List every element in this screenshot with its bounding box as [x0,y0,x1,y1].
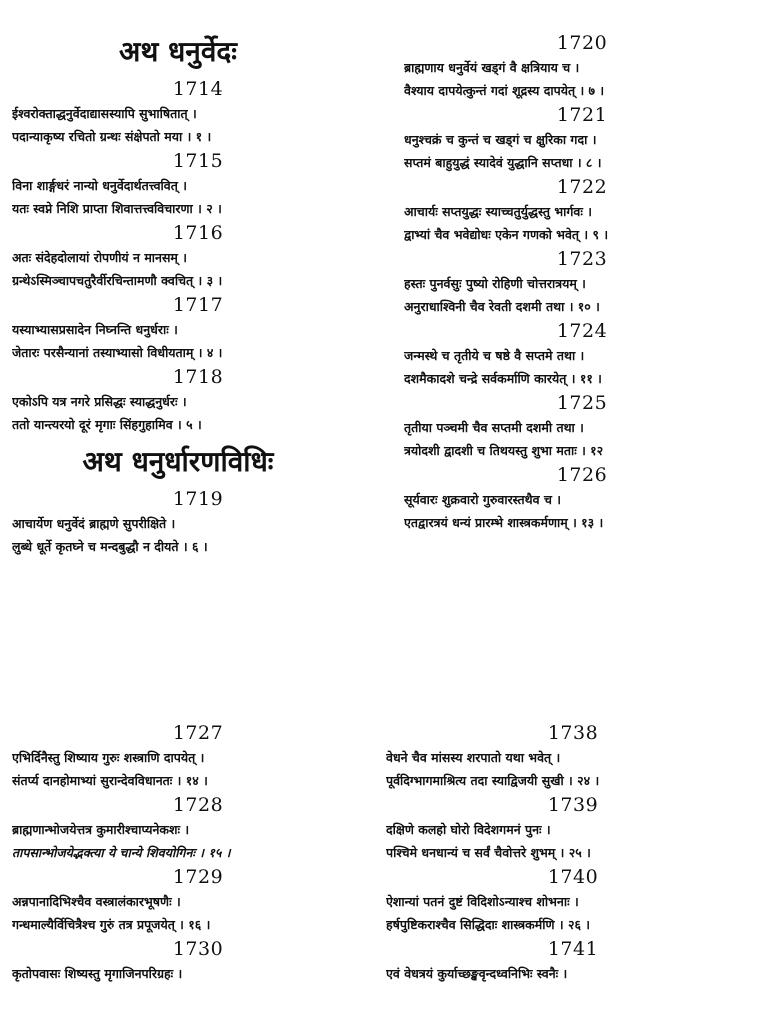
left-column-top [12,32,384,558]
verse-line: दशमैकादशे चन्द्रे सर्वकर्माणि कारयेत् । ११ । [404,371,602,386]
verse-group [386,720,760,985]
verse-line: तापसान्भोजयेद्भक्त्या ये चान्ये शिवयोगिनः । १५ । [12,845,231,860]
verse-line: वैश्याय दापयेत्कुन्तं गदां शूद्रस्य दापयेत् । ७ । [404,83,605,98]
verse-line: सप्तमं बाहुयुद्धं स्यादेवं युद्धानि सप्तधा । ८ । [404,155,602,170]
verse-line: जेतारः परसैन्यानां तस्याभ्यासो विधीयताम् । ४ । [12,345,223,360]
verse-line: त्रयोदशी द्वादशी च तिथयस्तु शुभा मताः । १२ [404,443,604,458]
verse-group [12,486,384,558]
verse-line: सूर्यवारः शुक्रवारो गुरुवारस्तथैव च । [404,492,561,507]
verse-number: 1740 [547,866,599,888]
verse-line: हस्तः पुनर्वसुः पुष्यो रोहिणी चोत्तरात्रयम् । [404,276,586,291]
verse-number: 1717 [172,294,224,316]
verse-line: यस्याभ्यासप्रसादेन निघ्नन्ति धनुर्धराः । [12,322,178,337]
verse-number: 1738 [547,722,599,744]
verse-line: पश्चिमे धनधान्यं च सर्वं चैवोत्तरे शुभम् । २५ । [386,845,591,860]
verse-line: एकोऽपि यत्र नगरे प्रसिद्धः स्याद्धनुर्धरः । [12,394,187,409]
verse-line: ईश्वरोक्ताद्धनुर्वेदाद्यासस्यापि सुभाषितात् । [12,106,197,121]
verse-number: 1714 [172,78,224,100]
verse-group [12,720,384,985]
section-heading-dhanurdharana: अथ धनुर्धारणविधिः [82,445,274,478]
verse-line: एतद्वारत्रयं धन्यं प्रारम्भे शास्त्रकर्मणाम् । १३ । [404,515,604,530]
verse-line: ब्राह्मणान्भोजयेत्तत्र कुमारीश्चाप्यनेकशः । [12,822,190,837]
verse-line: एभिर्दिनैस्तु शिष्याय गुरुः शस्त्राणि दापयेत् । [12,750,205,765]
right-column-top [404,30,760,534]
verse-group [12,76,384,436]
verse-number: 1730 [172,938,224,960]
verse-number: 1718 [172,366,224,388]
verse-line: ततो यान्त्यरयो दूरं मृगाः सिंहगुहामिव । ५ । [12,417,202,432]
verse-line: एवं वेधत्रयं कुर्याच्छङ्खवृन्दध्वनिभिः स्वनैः । [386,966,568,981]
verse-number: 1721 [556,104,608,126]
verse-line: लुब्धे धूर्ते कृतघ्ने च मन्दबुद्धौ न दीयते । ६ । [12,539,208,554]
verse-number: 1739 [547,794,599,816]
verse-line: दक्षिणे कलहो घोरो विदेशगमनं पुनः । [386,822,551,837]
verse-line: विना शार्ङ्गधरं नान्यो धनुर्वेदार्थतत्त्ववित् । [12,178,187,193]
verse-line: अन्नपानादिभिश्चैव वस्त्रालंकारभूषणैः । [12,894,181,909]
verse-group [404,30,760,534]
verse-line: ब्राह्मणाय धनुर्वेयं खड्गं वै क्षत्रियाय च । [404,60,580,75]
verse-line: ग्रन्थेऽस्मिञ्चापचतुरैर्वीरचिन्तामणौ क्वचित् । ३ । [12,273,223,288]
verse-number: 1729 [172,866,224,888]
verse-line: जन्मस्थे च तृतीये च षष्ठे वै सप्तमे तथा । [404,348,585,363]
verse-line: आचार्यः सप्तयुद्धः स्याच्चतुर्युद्धस्तु भार्गवः । [404,204,592,219]
verse-number: 1722 [556,176,608,198]
verse-line: गन्धमाल्यैर्विचित्रैश्च गुरुं तत्र प्रपूजयेत् । १६ । [12,917,211,932]
verse-number: 1723 [556,248,608,270]
right-column-bottom [386,720,760,985]
verse-line: पूर्वदिग्भागमाश्रित्य तदा स्याद्विजयी सुखी । २४ । [386,773,600,788]
verse-number: 1726 [556,464,608,486]
verse-number: 1727 [172,722,224,744]
verse-number: 1741 [547,938,599,960]
verse-number: 1716 [172,222,224,244]
verse-line: वेधने चैव मांसस्य शरपातो यथा भवेत् । [386,750,561,765]
verse-line: आचार्येण धनुर्वेदं ब्राह्मणे सुपरीक्षिते । [12,516,176,531]
section-heading-dhanurveda: अथ धनुर्वेदः [119,35,237,68]
verse-number: 1725 [556,392,608,414]
verse-line: ऐशान्यां पतनं दुष्टं विदिशोऽन्याश्च शोभनाः । [386,894,579,909]
verse-number: 1715 [172,150,224,172]
left-column-bottom [12,720,384,985]
verse-line: धनुश्चक्रं च कुन्तं च खड्गं च क्षुरिका गदा । [404,132,597,147]
verse-line: द्वाभ्यां चैव भवेद्योधः एकेन गणको भवेत् । ९ । [404,227,609,242]
verse-number: 1719 [172,488,224,510]
verse-number: 1720 [556,32,608,54]
verse-line: पदान्याकृष्य रचितो ग्रन्थः संक्षेपतो मया । १ । [12,129,212,144]
verse-line: संतर्प्य दानहोमाभ्यां सुरान्देवविधानतः । १४ । [12,773,208,788]
verse-line: कृतोपवासः शिष्यस्तु मृगाजिनपरिग्रहः । [12,966,183,981]
verse-line: यतः स्वप्ने निशि प्राप्ता शिवात्तत्त्वविचारणा । २ । [12,201,222,216]
verse-line: अतः संदेहदोलायां रोपणीयं न मानसम् । [12,250,187,265]
verse-line: हर्षपुष्टिकराश्चैव सिद्धिदाः शास्त्रकर्मणि । २६ । [386,917,591,932]
verse-number: 1728 [172,794,224,816]
verse-number: 1724 [556,320,608,342]
verse-line: अनुराधाश्विनी चैव रेवती दशमी तथा । १० । [404,299,600,314]
verse-line: तृतीया पञ्चमी चैव सप्तमी दशमी तथा । [404,420,584,435]
